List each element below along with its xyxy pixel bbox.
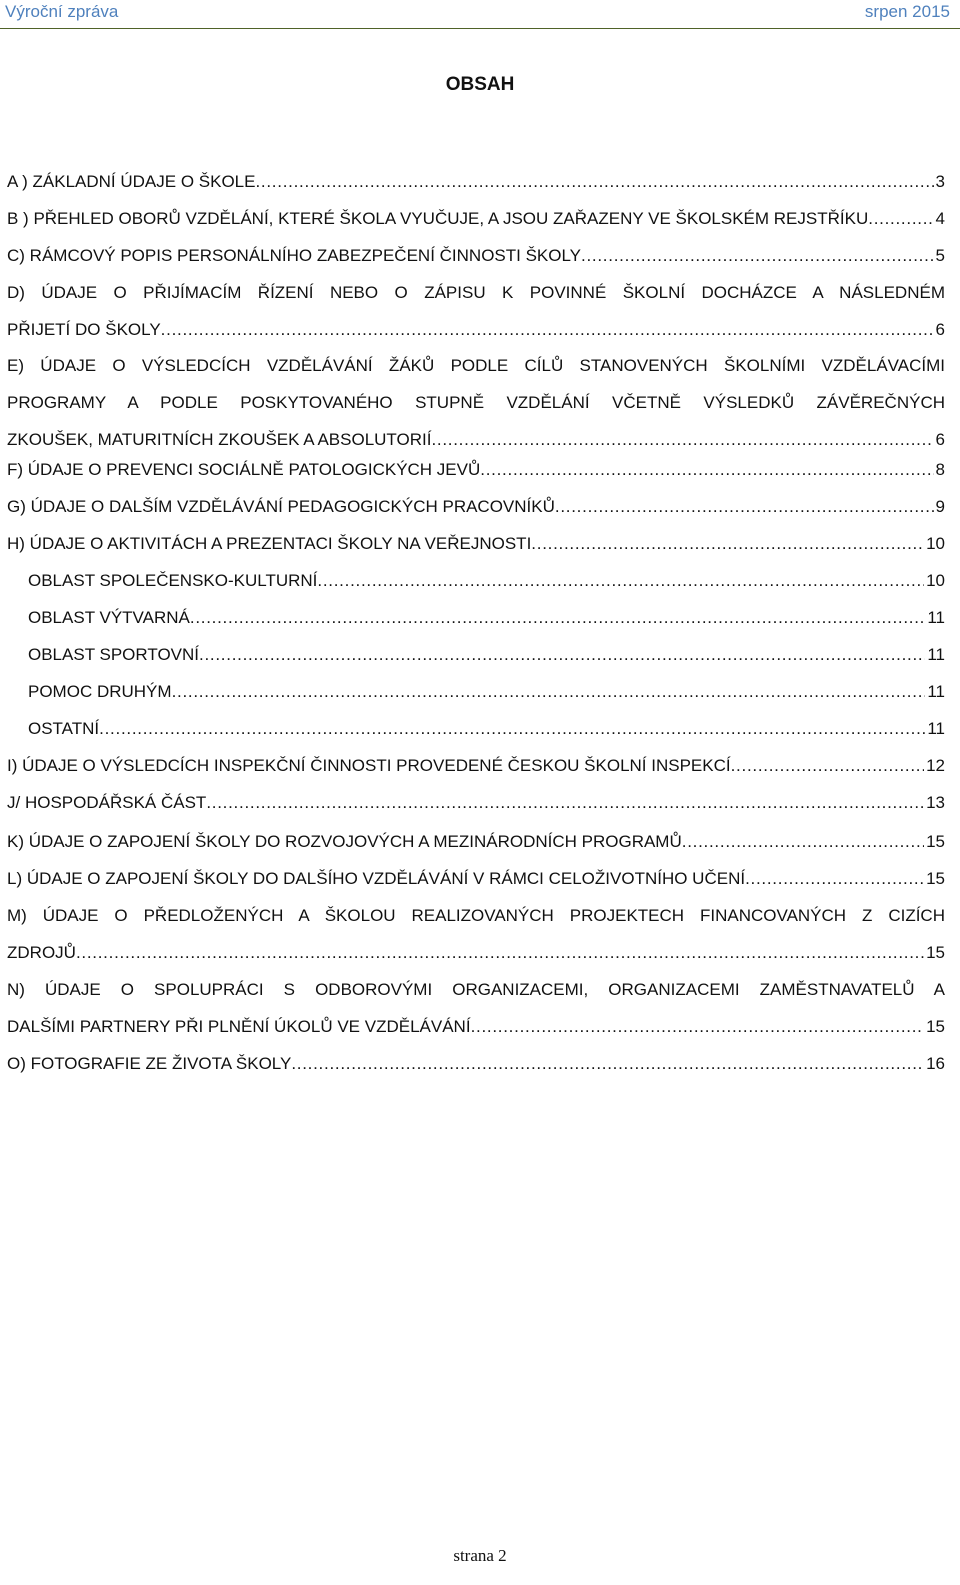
dot-leader [868,207,933,231]
toc-entry-title: PŘIJETÍ DO ŠKOLY [7,320,161,339]
toc-entry-title: B ) PŘEHLED OBORŮ VZDĚLÁNÍ, KTERÉ ŠKOLA VYUČUJE, A JSOU ZAŘAZENY VE ŠKOLSKÉM REJSTŘÍKU [7,209,869,228]
toc-entry-title: POMOC DRUHÝM [28,682,172,701]
dot-leader [555,495,934,519]
toc-page-number: 15 [926,943,945,962]
toc-entry[interactable] [7,281,945,342]
toc-entry-text-line: N) ÚDAJE O SPOLUPRÁCI S ODBOROVÝMI ORGANIZACEMI, ORGANIZACEMI ZAMĚSTNAVATELŮ A [7,980,945,999]
dot-leader [172,680,926,704]
toc-entry-title: OBLAST SPOLEČENSKO-KULTURNÍ [28,571,318,590]
toc-entry[interactable] [7,170,945,194]
dot-leader [480,458,933,482]
toc-title: OBSAH [445,74,515,95]
toc-page-number: 6 [935,320,945,339]
toc-page-number: 11 [927,645,945,664]
toc-entry-title: DALŠÍMI PARTNERY PŘI PLNĚNÍ ÚKOLŮ VE VZDĚLÁVÁNÍ [7,1017,471,1036]
toc-entry-title: L) ÚDAJE O ZAPOJENÍ ŠKOLY DO DALŠÍHO VZDĚLÁVÁNÍ V RÁMCI CELOŽIVOTNÍHO UČENÍ [7,869,746,888]
toc-entry[interactable] [7,791,945,815]
toc-entry-text-line: E) ÚDAJE O VÝSLEDCÍCH VZDĚLÁVÁNÍ ŽÁKŮ PODLE CÍLŮ STANOVENÝCH ŠKOLNÍMI VZDĚLÁVACÍMI [7,356,945,375]
toc-entry-title: OBLAST SPORTOVNÍ [28,645,200,664]
dot-leader [531,532,924,556]
toc-entry[interactable] [7,495,945,519]
toc-page-number: 5 [935,246,945,265]
toc-page-number: 8 [935,460,945,479]
dot-leader [76,941,924,965]
toc-page-number: 11 [927,719,945,738]
toc-entry-title: A ) ZÁKLADNÍ ÚDAJE O ŠKOLE [7,172,256,191]
toc-entry[interactable] [7,244,945,268]
toc-entry[interactable] [7,978,945,1039]
page-number: strana 2 [453,1546,507,1565]
toc-page-number: 15 [926,832,945,851]
header-title: Výroční zpráva [5,2,119,21]
toc-entry-title: H) ÚDAJE O AKTIVITÁCH A PREZENTACI ŠKOLY NA VEŘEJNOSTI [7,534,532,553]
dot-leader [682,830,924,854]
toc-entry-title: O) FOTOGRAFIE ZE ŽIVOTA ŠKOLY [7,1054,292,1073]
dot-leader [731,754,924,778]
toc-entry[interactable] [28,643,945,667]
toc-entry-title: ZKOUŠEK, MATURITNÍCH ZKOUŠEK A ABSOLUTORIÍ [7,430,432,449]
toc-entry-text-line: D) ÚDAJE O PŘIJÍMACÍM ŘÍZENÍ NEBO O ZÁPISU K POVINNÉ ŠKOLNÍ DOCHÁZCE A NÁSLEDNÉM [7,283,945,302]
toc-page-number: 9 [935,497,945,516]
dot-leader [431,428,933,452]
toc-entry-title: F) ÚDAJE O PREVENCI SOCIÁLNĚ PATOLOGICKÝCH JEVŮ [7,460,481,479]
dot-leader [199,643,925,667]
toc-entry[interactable] [7,754,945,778]
toc-page-number: 11 [927,608,945,627]
toc-page-number: 15 [926,1017,945,1036]
toc-entry-title: OSTATNÍ [28,719,100,738]
toc-entry[interactable] [7,354,945,452]
toc-entry[interactable] [7,532,945,556]
toc-entry[interactable] [7,1052,945,1076]
dot-leader [190,606,925,630]
toc-entry-title: C) RÁMCOVÝ POPIS PERSONÁLNÍHO ZABEZPEČENÍ ČINNOSTI ŠKOLY [7,246,582,265]
toc-page-number: 16 [926,1054,945,1073]
dot-leader [581,244,934,268]
toc-entry[interactable] [28,680,945,704]
dot-leader [471,1015,925,1039]
toc-entry[interactable] [7,904,945,965]
toc-page-number: 11 [927,682,945,701]
toc-entry[interactable] [7,830,945,854]
toc-entry[interactable] [7,458,945,482]
toc-page-number: 6 [935,430,945,449]
toc-entry[interactable] [28,717,945,741]
dot-leader [317,569,924,593]
toc-entry-title: OBLAST VÝTVARNÁ [28,608,190,627]
dot-leader [745,867,924,891]
toc-entry[interactable] [7,207,945,231]
toc-page-number: 4 [935,209,945,228]
toc-entry-title: J/ HOSPODÁŘSKÁ ČÁST [7,793,207,812]
toc-page-number: 13 [926,793,945,812]
toc-page-number: 10 [926,534,945,553]
toc-page-number: 12 [926,756,945,775]
toc-entry-title: I) ÚDAJE O VÝSLEDCÍCH INSPEKČNÍ ČINNOSTI PROVEDENÉ ČESKOU ŠKOLNÍ INSPEKCÍ [7,756,731,775]
toc-entry-title: K) ÚDAJE O ZAPOJENÍ ŠKOLY DO ROZVOJOVÝCH A MEZINÁRODNÍCH PROGRAMŮ [7,832,682,851]
dot-leader [255,170,933,194]
dot-leader [206,791,924,815]
toc-page-number: 10 [926,571,945,590]
toc-page-number: 15 [926,869,945,888]
toc-entry-text-line: PROGRAMY A PODLE POSKYTOVANÉHO STUPNĚ VZDĚLÁNÍ VČETNĚ VÝSLEDKŮ ZÁVĚREČNÝCH [7,393,945,412]
toc-entry[interactable] [28,606,945,630]
dot-leader [291,1052,924,1076]
header-date: srpen 2015 [864,2,950,21]
toc-page-number: 3 [935,172,945,191]
toc-entry-title: ZDROJŮ [7,943,76,962]
toc-entry[interactable] [7,867,945,891]
toc-entry-title: G) ÚDAJE O DALŠÍM VZDĚLÁVÁNÍ PEDAGOGICKÝCH PRACOVNÍKŮ [7,497,555,516]
dot-leader [161,318,934,342]
dot-leader [99,717,925,741]
toc-entry-text-line: M) ÚDAJE O PŘEDLOŽENÝCH A ŠKOLOU REALIZOVANÝCH PROJEKTECH FINANCOVANÝCH Z CIZÍCH [7,906,945,925]
toc-entry[interactable] [28,569,945,593]
